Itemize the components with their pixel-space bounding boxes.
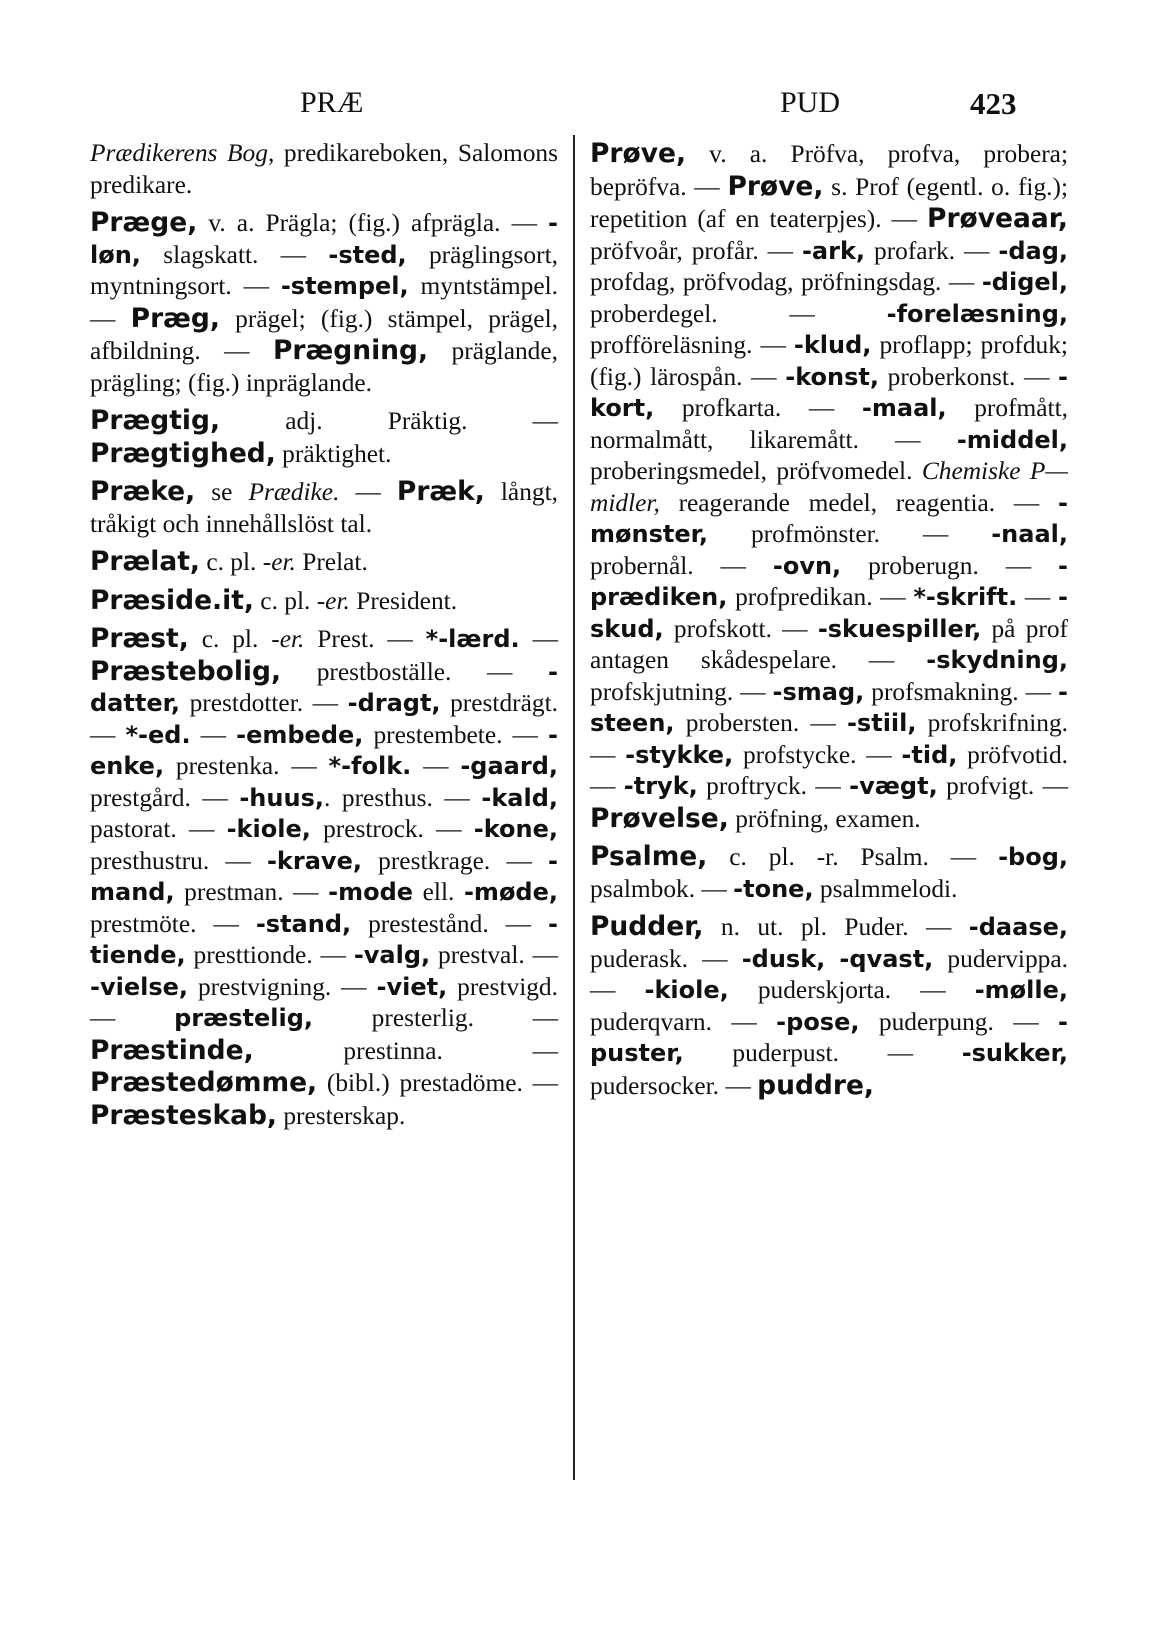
headword: Prælat, (90, 546, 200, 577)
sub-headword: -valg, (353, 941, 431, 969)
headword: Præge, (90, 207, 198, 238)
definition-text: Prelat. (295, 548, 368, 576)
definition-text: presthustru. — (90, 846, 267, 875)
headword: Præg, (130, 302, 220, 334)
definition-text: prestdotter. — (180, 689, 348, 717)
definition-text: profskrifning. — (590, 709, 1068, 769)
definition-text: c. pl. (188, 625, 272, 653)
dictionary-entry (90, 405, 558, 470)
headword: puddre, (757, 1069, 874, 1101)
definition-text: presterlig. — (313, 1004, 558, 1032)
italic-text: Chemiske P—midler, (590, 457, 1068, 517)
definition-text: predikareboken, Salomons predikare. (90, 139, 558, 199)
definition-text: prestmöte. — (90, 909, 256, 938)
definition-text: puderpung. — (859, 1007, 1059, 1036)
sub-headword: præstelig, (174, 1004, 314, 1032)
definition-text: puderskjorta. — (728, 976, 975, 1004)
headword: Præst, (90, 623, 189, 654)
sub-headword: -datter, (90, 657, 558, 717)
headword: Prøvelse, (590, 802, 729, 834)
headword: Præke, (90, 476, 196, 507)
definition-text: profskjutning. — (590, 677, 773, 706)
definition-text: — (519, 625, 558, 653)
dictionary-entry (90, 623, 558, 1132)
sub-headword: -mønster, (590, 488, 1068, 548)
sub-headword: -kone, (473, 815, 558, 843)
sub-headword: -steen, (590, 677, 1068, 737)
headword: Prægning, (273, 335, 429, 366)
definition-text: psalmmelodi. (813, 874, 958, 903)
sub-headword: -sukker, (961, 1039, 1068, 1067)
definition-text: ell. (413, 878, 464, 906)
definition-text: prestval. — (430, 941, 558, 969)
definition-text: präglande, prägling; (fig.) inpräglande. (90, 337, 558, 397)
sub-headword: -skuespiller, (817, 614, 982, 643)
definition-text: (bibl.) prestadöme. — (317, 1069, 558, 1097)
dictionary-entry (90, 476, 558, 540)
sub-headword: -skud, (590, 583, 1068, 643)
definition-text: puderqvarn. — (590, 1007, 777, 1036)
right-column (590, 138, 1068, 1102)
sub-headword: -vægt, (849, 772, 938, 800)
headword: Prægtighed, (90, 437, 276, 469)
definition-text: prestman. — (174, 878, 329, 906)
definition-text: proflapp; profduk; (fig.) lärospån. — (590, 331, 1068, 391)
definition-text: präktighet. (275, 439, 392, 468)
sub-headword: -ovn, (772, 551, 842, 580)
dictionary-entry (590, 911, 1068, 1102)
dictionary-entry (590, 841, 1068, 905)
definition-text: s. Prof (egentl. o. fig.); repetition (af en teaterpjes). — (590, 172, 1069, 233)
running-header (90, 86, 1080, 126)
headword: Præside.it, (90, 584, 254, 616)
definition-text: — (1017, 583, 1059, 611)
sub-headword: -forelæsning, (886, 299, 1068, 328)
italic-text: Prædike. (248, 478, 340, 506)
sub-headword: -digel, (981, 268, 1068, 296)
sub-headword: *-lærd. (425, 625, 520, 653)
sub-headword: -stykke, (625, 740, 734, 769)
sub-headword: -tone, (733, 874, 814, 903)
definition-text: probersten. — (674, 709, 847, 737)
definition-text: profstycke. — (733, 740, 902, 769)
definition-text: c. pl. -r. Psalm. — (707, 843, 999, 871)
sub-headword: -huus, (239, 783, 324, 812)
definition-text: pröfvoår, profår. — (590, 236, 802, 265)
sub-headword: -middel, (956, 425, 1068, 454)
italic-text: -er. (316, 586, 350, 615)
sub-headword: -tiende, (90, 909, 558, 969)
definition-text: — (339, 478, 397, 506)
definition-text: pröfning, examen. (728, 804, 921, 833)
sub-headword: -sted, (328, 240, 407, 269)
dictionary-entry (90, 138, 558, 201)
headword: Prøveaar, (927, 203, 1068, 234)
definition-text: pudervippa. — (590, 944, 1068, 1004)
definition-text: adj. Präktig. — (220, 407, 558, 435)
sub-headword: -daase, (968, 913, 1068, 941)
sub-headword: -prædiken, (590, 551, 1068, 611)
definition-text: långt, tråkigt och innehållslöst tal. (90, 478, 558, 538)
sub-headword: *-ed. (125, 720, 191, 749)
definition-text: prestboställe. — (281, 657, 549, 686)
sub-headword: -kort, (590, 362, 1068, 422)
sub-headword: -kald, (481, 783, 559, 812)
definition-text: profmått, normalmått, likaremått. — (590, 394, 1069, 454)
definition-text: President. (349, 586, 458, 615)
sub-headword: -tid, (901, 740, 958, 769)
sub-headword: -puster, (590, 1007, 1068, 1067)
sub-headword: -maal, (861, 394, 947, 422)
sub-headword: -gaard, (460, 752, 558, 780)
sub-headword: -klud, (793, 331, 872, 359)
definition-text: v. a. Prägla; (fig.) afprägla. — (197, 209, 549, 237)
sub-headword: -mand, (90, 846, 558, 906)
definition-text: puderask. — (590, 944, 742, 973)
definition-text: presterskap. (277, 1101, 406, 1130)
definition-text: präglingsort, myntningsort. — (90, 240, 558, 300)
definition-text: proberugn. — (841, 551, 1059, 580)
sub-headword: -embede, (236, 720, 364, 749)
italic-text: -er. (262, 548, 296, 576)
sub-headword: -stiil, (846, 709, 917, 737)
sub-headword: -ark, (801, 236, 866, 265)
headword: Prøve, (590, 138, 687, 169)
page-number: 423 (970, 86, 1017, 121)
sub-headword: -kiole, (644, 976, 729, 1004)
definition-text: profmönster. — (708, 520, 992, 548)
sub-headword: -smag, (772, 677, 865, 706)
definition-text: c. pl. (253, 586, 317, 615)
dictionary-entry (90, 207, 558, 399)
headword: Psalme, (590, 841, 708, 872)
sub-headword: -tryk, (623, 772, 698, 800)
definition-text: . presthus. — (323, 783, 482, 812)
headword: Præk, (396, 476, 485, 507)
sub-headword: -mode (328, 878, 414, 906)
definition-text: — (190, 720, 237, 749)
sub-headword: -naal, (991, 520, 1068, 548)
sub-headword: *-skrift. (913, 583, 1018, 611)
headword: Præsteskab, (90, 1099, 277, 1131)
headword: Prægtig, (90, 405, 221, 436)
definition-text: prestinna. — (253, 1036, 558, 1065)
definition-text (825, 945, 839, 973)
definition-text: proberkonst. — (878, 362, 1059, 391)
definition-text: profdag, pröfvodag, pröfningsdag. — (590, 268, 982, 296)
sub-headword: -skydning, (926, 646, 1068, 674)
definition-text: n. ut. pl. Puder. — (703, 913, 969, 941)
definition-text: reagerande medel, reagentia. — (659, 488, 1059, 517)
definition-text: profskott. — (663, 614, 818, 643)
definition-text: prestvigd. — (90, 972, 558, 1032)
definition-text: profsmakning. — (864, 677, 1059, 706)
definition-text: se (195, 478, 249, 506)
definition-text: v. a. Pröfva, profva, probera; bepröfva. — (590, 140, 1068, 201)
sub-headword: -enke, (90, 720, 558, 780)
definition-text: psalmbok. — (590, 874, 734, 903)
italic-text: Prædikerens Bog, (90, 139, 275, 167)
sub-headword: -dag, (998, 236, 1068, 265)
definition-text: proftryck. — (697, 772, 850, 800)
sub-headword: -mølle, (974, 976, 1068, 1004)
sub-headword: -bog, (998, 843, 1068, 871)
definition-text: presttionde. — (185, 941, 354, 969)
definition-text: c. pl. (199, 548, 263, 576)
headword: Præstedømme, (90, 1067, 318, 1098)
sub-headword: -qvast, (839, 944, 934, 973)
headword: Pudder, (590, 911, 704, 942)
sub-headword: -viet, (376, 972, 448, 1001)
sub-headword: -stand, (255, 909, 352, 938)
definition-text: pastorat. — (90, 815, 227, 843)
right-guide-word: PUD (780, 86, 841, 119)
sub-headword: -krave, (266, 846, 362, 875)
definition-text: prestvigning. — (188, 972, 377, 1001)
definition-text: prestrock. — (310, 815, 474, 843)
definition-text: prestembete. — (363, 720, 549, 749)
left-guide-word: PRÆ (300, 86, 364, 119)
sub-headword: -stempel, (280, 272, 409, 300)
definition-text: prestkrage. — (361, 846, 549, 875)
definition-text: på prof antagen skådespelare. — (590, 614, 1068, 674)
definition-text: probernål. — (590, 551, 773, 580)
definition-text: prestgård. — (90, 783, 240, 812)
definition-text: — (411, 752, 461, 780)
definition-text: profpredikan. — (727, 583, 914, 611)
definition-text: prestenka. — (164, 752, 329, 780)
sub-headword: -pose, (776, 1007, 860, 1036)
headword: Prøve, (727, 170, 824, 202)
definition-text: profark. — (865, 236, 999, 265)
dictionary-entry (590, 138, 1068, 835)
sub-headword: -konst, (785, 362, 879, 391)
definition-text: puderpust. — (683, 1039, 962, 1067)
sub-headword: -vielse, (90, 972, 189, 1001)
definition-text: pröfvotid. — (590, 740, 1068, 800)
headword: Præstinde, (90, 1034, 254, 1066)
sub-headword: -møde, (463, 878, 558, 906)
column-divider (573, 135, 575, 1480)
sub-headword: *-folk. (328, 752, 412, 780)
definition-text: proberingsmedel, pröfvomedel. (590, 457, 922, 485)
definition-text: proberdegel. — (590, 299, 887, 328)
definition-text: Prest. — (304, 625, 426, 653)
definition-text: profföreläsning. — (590, 331, 794, 359)
sub-headword: -dragt, (347, 689, 441, 717)
definition-text: prestdrägt. — (90, 689, 558, 749)
headword: Præstebolig, (90, 655, 282, 687)
sub-headword: -kiole, (226, 815, 311, 843)
definition-text: prestestånd. — (351, 909, 549, 938)
definition-text: pudersocker. — (590, 1071, 758, 1100)
left-column (90, 138, 558, 1132)
definition-text: profkarta. — (654, 394, 862, 422)
definition-text: slagskatt. — (140, 240, 329, 269)
definition-text: prägel; (fig.) stämpel, prägel, afbildning. — (90, 304, 558, 365)
italic-text: -er. (271, 625, 305, 653)
definition-text: myntstämpel. — (90, 272, 558, 333)
dictionary-entry (90, 585, 558, 618)
sub-headword: -dusk, (741, 944, 826, 973)
dictionary-entry (90, 546, 558, 579)
sub-headword: -løn, (90, 209, 558, 269)
definition-text: profvigt. — (937, 772, 1068, 800)
